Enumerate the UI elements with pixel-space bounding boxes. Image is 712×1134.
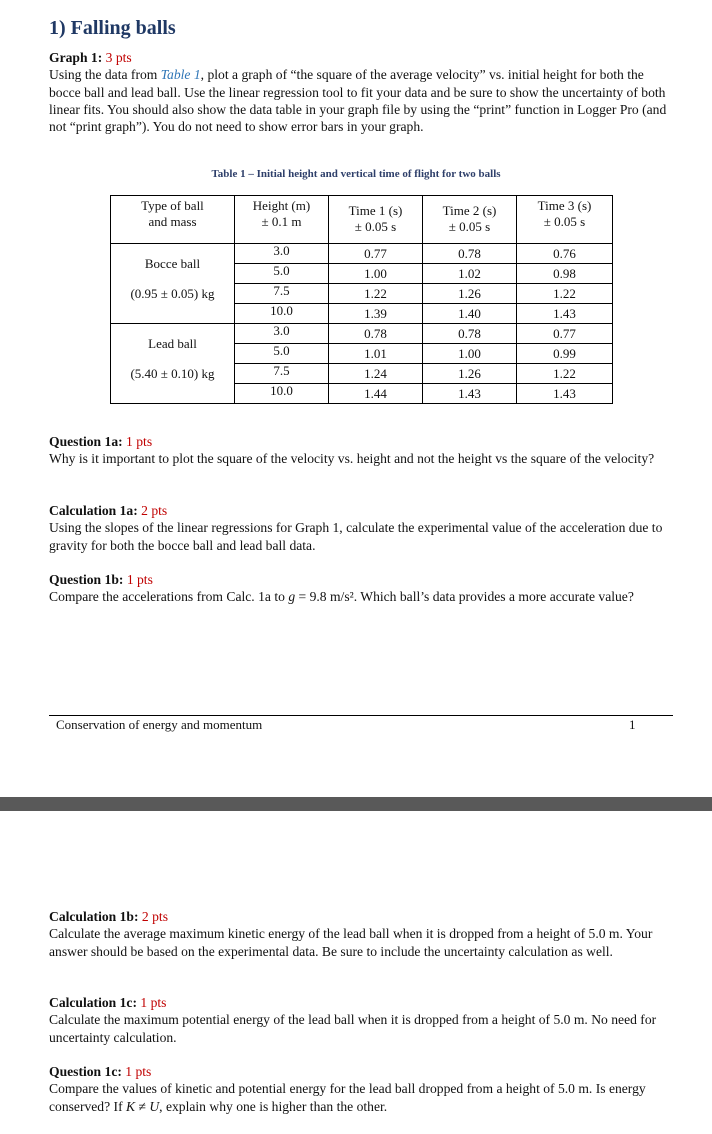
time1-cell: 0.77	[329, 244, 423, 264]
time3-cell: 1.22	[517, 364, 613, 384]
table1	[110, 195, 613, 404]
height-cell: 10.0	[235, 304, 329, 324]
question-1c	[49, 1063, 669, 1115]
time1-cell: 1.44	[329, 384, 423, 404]
height-cell: 7.5	[235, 364, 329, 384]
height-cell: 5.0	[235, 264, 329, 284]
header-height: Height (m) ± 0.1 m	[235, 196, 329, 244]
header-type-mass: Type of ball and mass	[111, 196, 235, 244]
question-1a	[49, 433, 669, 468]
height-cell: 3.0	[235, 244, 329, 264]
q1b-text-a: Compare the accelerations from Calc. 1a to	[49, 589, 289, 605]
c1c-text: Calculate the maximum potential energy of the lead ball when it is dropped from a height of 5.0 m. No need for uncertainty calculation.	[49, 1012, 657, 1045]
time1-cell: 1.22	[329, 284, 423, 304]
neq-symbol: ≠	[135, 1098, 150, 1114]
ball-cell-lead	[111, 324, 235, 404]
c1b-text: Calculate the average maximum kinetic energy of the lead ball when it is dropped from a height of 5.0 m. Your answer should be based on the experimental data. Be sure to include the uncertainty calculation as well.	[49, 926, 653, 959]
time3-cell: 0.98	[517, 264, 613, 284]
height-cell: 7.5	[235, 284, 329, 304]
time3-cell: 0.77	[517, 324, 613, 344]
table-row	[111, 324, 613, 344]
time2-cell: 0.78	[423, 244, 517, 264]
q1a-points: 1 pts	[126, 434, 153, 449]
footer-divider	[49, 715, 673, 716]
c1a-label: Calculation 1a:	[49, 503, 138, 518]
time2-cell: 1.26	[423, 284, 517, 304]
c1a-text: Using the slopes of the linear regressions for Graph 1, calculate the experimental value of the acceleration due to gravity for both the bocce ball and lead ball data.	[49, 520, 663, 553]
table-header-row	[111, 196, 613, 244]
table1-reference-link[interactable]: Table 1	[160, 67, 201, 83]
page-number: 1	[629, 717, 636, 732]
q1c-text-b: , explain why one is higher than the other.	[159, 1098, 388, 1114]
time3-cell: 1.43	[517, 384, 613, 404]
page-break-bar	[0, 797, 712, 811]
header-time2: Time 2 (s) ± 0.05 s	[423, 196, 517, 244]
k-symbol: K	[126, 1098, 136, 1114]
time3-cell: 1.43	[517, 304, 613, 324]
q1c-points: 1 pts	[125, 1064, 152, 1079]
ball-mass: (0.95 ± 0.05) kg	[130, 286, 215, 301]
graph1-label: Graph 1:	[49, 50, 103, 65]
q1b-text-b: . Which ball’s data provides a more accurate value?	[353, 589, 634, 605]
ball-cell-bocce	[111, 244, 235, 324]
time2-cell: 1.43	[423, 384, 517, 404]
u-symbol: U	[149, 1098, 160, 1114]
time3-cell: 1.22	[517, 284, 613, 304]
q1c-text-a: Compare the values of kinetic and potential energy for the lead ball dropped from a height of 5.0 m. Is energy conserved? If	[49, 1081, 646, 1114]
time2-cell: 1.00	[423, 344, 517, 364]
q1b-points: 1 pts	[126, 572, 153, 587]
time2-cell: 0.78	[423, 324, 517, 344]
c1a-points: 2 pts	[141, 503, 168, 518]
q1a-label: Question 1a:	[49, 434, 123, 449]
time2-cell: 1.02	[423, 264, 517, 284]
time2-cell: 1.26	[423, 364, 517, 384]
calculation-1b	[49, 908, 669, 960]
c1c-label: Calculation 1c:	[49, 995, 137, 1010]
time1-cell: 1.39	[329, 304, 423, 324]
question-1b	[49, 571, 669, 606]
page-title: 1) Falling balls	[49, 17, 176, 39]
time1-cell: 1.01	[329, 344, 423, 364]
table1-caption: Table 1 – Initial height and vertical time of flight for two balls	[211, 168, 501, 180]
g-symbol: g	[288, 589, 296, 605]
header-time3: Time 3 (s) ± 0.05 s	[517, 196, 613, 244]
graph1-section	[49, 49, 669, 135]
time1-cell: 0.78	[329, 324, 423, 344]
table-row	[111, 244, 613, 264]
time3-cell: 0.99	[517, 344, 613, 364]
c1b-points: 2 pts	[141, 909, 168, 924]
time2-cell: 1.40	[423, 304, 517, 324]
q1b-label: Question 1b:	[49, 572, 124, 587]
ball-mass: (5.40 ± 0.10) kg	[130, 366, 215, 381]
calculation-1a	[49, 502, 669, 554]
time3-cell: 0.76	[517, 244, 613, 264]
q1a-text: Why is it important to plot the square of the velocity vs. height and not the height vs the square of the velocity?	[49, 451, 655, 467]
ball-name: Bocce ball	[144, 256, 201, 271]
calculation-1c	[49, 994, 669, 1046]
time1-cell: 1.24	[329, 364, 423, 384]
c1c-points: 1 pts	[140, 995, 167, 1010]
ball-name: Lead ball	[148, 336, 197, 351]
footer-title: Conservation of energy and momentum	[56, 717, 263, 732]
graph1-points: 3 pts	[105, 50, 132, 65]
q1c-label: Question 1c:	[49, 1064, 122, 1079]
height-cell: 3.0	[235, 324, 329, 344]
graph1-text-a: Using the data from	[49, 67, 161, 83]
q1b-equation: = 9.8 m/s²	[295, 589, 354, 605]
c1b-label: Calculation 1b:	[49, 909, 139, 924]
header-time1: Time 1 (s) ± 0.05 s	[329, 196, 423, 244]
graph1-text-b: , plot a graph of “the square of the average velocity” vs. initial height for both the bocce ball and lead ball. Use the linear regression tool to fit your data and be sure to show the uncertainty of both linear fits. You should also show the data table in your graph file by using the “print” function in Logger Pro (and not “print graph”). You do not need to show error bars in your graph.	[49, 67, 667, 135]
time1-cell: 1.00	[329, 264, 423, 284]
height-cell: 5.0	[235, 344, 329, 364]
height-cell: 10.0	[235, 384, 329, 404]
